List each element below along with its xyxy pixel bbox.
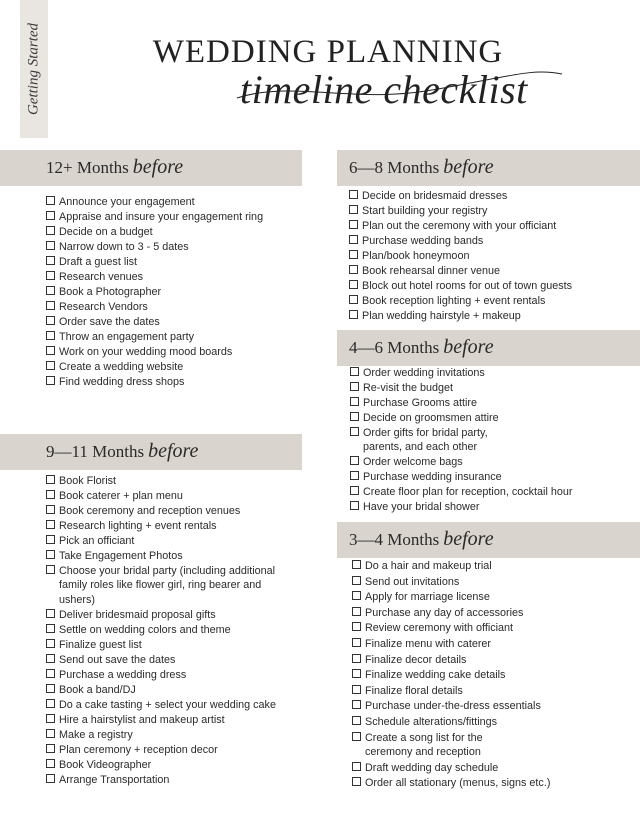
checklist-item-label: Schedule alterations/fittings	[365, 715, 498, 728]
checkbox[interactable]	[352, 777, 361, 786]
checklist-item-label: Narrow down to 3 - 5 dates	[59, 241, 189, 253]
checklist-item	[349, 470, 639, 484]
checklist-item-label: Apply for marriage license	[365, 591, 490, 604]
checklist-item-label: Plan out the ceremony with your officiant	[362, 220, 557, 232]
checklist-item	[45, 300, 315, 314]
checklist-item	[348, 264, 638, 278]
checkbox[interactable]	[46, 346, 55, 355]
checkbox[interactable]	[46, 714, 55, 723]
checkbox[interactable]	[46, 774, 55, 783]
checkbox[interactable]	[46, 729, 55, 738]
side-tab	[20, 0, 48, 138]
checklist-item	[45, 623, 315, 637]
checklist-item	[348, 204, 638, 218]
checklist-item-label: Arrange Transportation	[59, 773, 170, 786]
checklist-item	[45, 225, 315, 239]
checklist-item-label: Appraise and insure your engagement ring	[59, 211, 264, 223]
checklist-item-label: Send out save the dates	[59, 653, 176, 666]
checklist-item-label: Purchase wedding bands	[362, 235, 484, 247]
checklist-item	[351, 776, 639, 790]
checkbox[interactable]	[352, 622, 361, 631]
checkbox[interactable]	[352, 716, 361, 725]
checklist-item-label: Take Engagement Photos	[59, 550, 183, 562]
checklist-item-label: Research Vendors	[59, 301, 148, 313]
checklist-item	[348, 279, 638, 293]
checklist-item-label: Create a wedding website	[59, 361, 184, 373]
checklist-item	[45, 489, 315, 503]
checklist-item-label: Decide on bridesmaid dresses	[362, 190, 508, 202]
checklist-item	[45, 504, 315, 518]
checkbox[interactable]	[46, 316, 55, 325]
checklist-item-label: Settle on wedding colors and theme	[59, 623, 231, 636]
checklist-item	[349, 411, 639, 425]
checklist-item	[45, 210, 315, 224]
checklist-item-label: Work on your wedding mood boards	[59, 346, 233, 358]
checklist-item	[45, 608, 315, 622]
checkbox[interactable]	[46, 361, 55, 370]
checklist-item-label: Order welcome bags	[363, 456, 463, 469]
checklist-item	[349, 396, 639, 410]
checklist-item	[351, 621, 639, 635]
checkbox[interactable]	[352, 685, 361, 694]
checkbox[interactable]	[350, 501, 359, 510]
checklist-item	[351, 606, 639, 620]
section-header-9-11-months	[0, 434, 302, 470]
checkbox[interactable]	[349, 205, 358, 214]
checklist-item	[45, 713, 315, 727]
checklist-item-label: Pick an officiant	[59, 535, 135, 547]
checklist-item-label: Finalize wedding cake details	[365, 669, 506, 682]
checklist-item-label: Order save the dates	[59, 316, 160, 328]
checkbox[interactable]	[46, 376, 55, 385]
checkbox[interactable]	[352, 576, 361, 585]
checklist-item-label: Find wedding dress shops	[59, 376, 185, 388]
checklist-3-4-months	[351, 559, 639, 792]
checkbox[interactable]	[46, 475, 55, 484]
checklist-item	[348, 249, 638, 263]
checkbox[interactable]	[46, 609, 55, 618]
checklist-item	[348, 189, 638, 203]
checkbox[interactable]	[352, 732, 361, 741]
checkbox[interactable]	[352, 654, 361, 663]
checkbox[interactable]	[350, 471, 359, 480]
checkbox[interactable]	[349, 310, 358, 319]
checkbox[interactable]	[352, 762, 361, 771]
checklist-item	[45, 519, 315, 533]
checklist-item	[351, 637, 639, 651]
checkbox[interactable]	[349, 295, 358, 304]
side-tab-label: Getting Started	[25, 22, 42, 116]
checkbox[interactable]	[46, 331, 55, 340]
checkbox[interactable]	[352, 591, 361, 600]
checklist-item-label: Order all stationary (menus, signs etc.)	[365, 777, 551, 790]
checklist-item	[351, 731, 639, 760]
checklist-item	[45, 698, 315, 712]
checklist-item-label: Book caterer + plan menu	[59, 490, 183, 502]
checkbox[interactable]	[352, 560, 361, 569]
checkbox[interactable]	[46, 490, 55, 499]
checkbox[interactable]	[349, 235, 358, 244]
checklist-item-label: Finalize guest list	[59, 638, 142, 651]
checklist-4-6-months	[349, 366, 639, 515]
checklist-item	[348, 309, 638, 323]
section-title: 4—6 Months	[349, 338, 440, 357]
checkbox[interactable]	[46, 256, 55, 265]
checkbox[interactable]	[46, 759, 55, 768]
checklist-item	[45, 195, 315, 209]
checklist-item-label: Draft wedding day schedule	[365, 761, 499, 774]
checklist-item-label: Make a registry	[59, 728, 133, 741]
section-header-3-4-months	[337, 522, 640, 558]
checklist-item	[349, 381, 639, 395]
section-script: before	[443, 528, 494, 550]
checklist-item	[351, 715, 639, 729]
checklist-item	[351, 684, 639, 698]
checklist-item	[45, 285, 315, 299]
checklist-item-label: Throw an engagement party	[59, 331, 195, 343]
checklist-item-label: Deliver bridesmaid proposal gifts	[59, 608, 216, 621]
checklist-item-label: Do a hair and makeup trial	[365, 560, 492, 572]
checklist-item-label: Book ceremony and reception venues	[59, 505, 241, 517]
checklist-item	[349, 455, 639, 469]
checkbox[interactable]	[349, 190, 358, 199]
checklist-item-label: Finalize menu with caterer	[365, 637, 492, 650]
checklist-item-label: Send out invitations	[365, 575, 460, 588]
checklist-item	[45, 534, 315, 548]
section-script: before	[443, 156, 494, 178]
checklist-item-label: Announce your engagement	[59, 196, 195, 208]
checkbox[interactable]	[46, 286, 55, 295]
checklist-item-label: Book Videographer	[59, 758, 152, 771]
checklist-item-label: Purchase wedding insurance	[363, 471, 502, 484]
checklist-item	[349, 500, 639, 514]
section-script: before	[148, 440, 199, 462]
checkbox[interactable]	[46, 684, 55, 693]
checkbox[interactable]	[349, 280, 358, 289]
checklist-item-label: Do a cake tasting + select your wedding cake	[59, 698, 276, 711]
checkbox[interactable]	[46, 550, 55, 559]
checklist-item-label: Purchase any day of accessories	[365, 606, 524, 619]
checkbox[interactable]	[46, 565, 55, 574]
checkbox[interactable]	[46, 505, 55, 514]
checklist-item	[45, 728, 315, 742]
checklist-item-label: Choose your bridal party (including additional family roles like flower girl, ring bearer and ushers)	[59, 565, 276, 606]
checklist-item-label: Plan ceremony + reception decor	[59, 743, 218, 756]
checklist-item-label: Review ceremony with officiant	[365, 622, 514, 635]
checklist-item-label: Book reception lighting + event rentals	[362, 295, 546, 307]
section-header-4-6-months	[337, 330, 640, 366]
checkbox[interactable]	[46, 301, 55, 310]
checklist-item-label: Re-visit the budget	[363, 382, 454, 394]
checklist-item-label: Order wedding invitations	[363, 367, 485, 379]
checklist-item	[45, 549, 315, 563]
checkbox[interactable]	[46, 196, 55, 205]
checklist-item-label: Finalize decor details	[365, 653, 467, 666]
checklist-12-months	[45, 195, 315, 390]
checkbox[interactable]	[352, 669, 361, 678]
checklist-item-label: Plan/book honeymoon	[362, 250, 470, 262]
checklist-item-label: Purchase a wedding dress	[59, 668, 187, 681]
section-script: before	[443, 336, 494, 358]
checklist-item-label: Hire a hairstylist and makeup artist	[59, 713, 225, 726]
checklist-9-11-months	[45, 474, 315, 788]
checklist-item	[351, 653, 639, 667]
section-title: 12+ Months	[46, 158, 129, 177]
checkbox[interactable]	[349, 265, 358, 274]
checkbox[interactable]	[352, 607, 361, 616]
checklist-item	[45, 345, 315, 359]
checklist-item	[45, 360, 315, 374]
checklist-item	[348, 234, 638, 248]
checkbox[interactable]	[350, 412, 359, 421]
checklist-item-label: Start building your registry	[362, 205, 488, 217]
page-subtitle: timeline checklist	[240, 67, 528, 112]
checklist-item	[348, 219, 638, 233]
checkbox[interactable]	[46, 211, 55, 220]
checklist-item-label: Book Florist	[59, 475, 116, 487]
checklist-item-label: Finalize floral details	[365, 684, 463, 697]
checklist-item	[351, 559, 639, 573]
checkbox[interactable]	[46, 744, 55, 753]
checklist-item	[349, 485, 639, 499]
checklist-item	[45, 474, 315, 488]
checklist-item	[45, 375, 315, 389]
checkbox[interactable]	[46, 624, 55, 633]
checklist-item	[349, 426, 639, 455]
checklist-item-label: Decide on groomsmen attire	[363, 412, 499, 424]
section-title: 9—11 Months	[46, 442, 145, 461]
checkbox[interactable]	[350, 397, 359, 406]
checkbox[interactable]	[350, 367, 359, 376]
checklist-item	[45, 683, 315, 697]
checkbox[interactable]	[46, 699, 55, 708]
checklist-item-label: Book a Photographer	[59, 286, 162, 298]
checkbox[interactable]	[352, 638, 361, 647]
checkbox[interactable]	[46, 654, 55, 663]
checklist-item	[351, 668, 639, 682]
checklist-item-label: Plan wedding hairstyle + makeup	[362, 310, 521, 322]
checklist-item-label: Order gifts for bridal party, parents, and each other	[363, 427, 488, 454]
checklist-item	[45, 255, 315, 269]
checklist-item	[45, 773, 315, 787]
checklist-6-8-months	[348, 189, 638, 324]
checklist-item	[45, 564, 315, 607]
checklist-item-label: Research lighting + event rentals	[59, 520, 217, 532]
checklist-item-label: Have your bridal shower	[363, 501, 480, 514]
checklist-item-label: Research venues	[59, 271, 144, 283]
checklist-item-label: Create floor plan for reception, cocktail hour	[363, 486, 573, 499]
checklist-item-label: Purchase under-the-dress essentials	[365, 700, 541, 713]
checklist-item-label: Create a song list for the ceremony and reception	[365, 731, 483, 758]
checkbox[interactable]	[349, 250, 358, 259]
checklist-item	[45, 240, 315, 254]
checkbox[interactable]	[349, 220, 358, 229]
checkbox[interactable]	[46, 241, 55, 250]
checklist-item-label: Decide on a budget	[59, 226, 153, 238]
checklist-item-label: Draft a guest list	[59, 256, 138, 268]
checkbox[interactable]	[46, 639, 55, 648]
page-title: WEDDING PLANNING	[152, 34, 504, 70]
checkbox[interactable]	[46, 669, 55, 678]
checklist-item	[45, 653, 315, 667]
checkbox[interactable]	[46, 535, 55, 544]
checklist-item	[45, 743, 315, 757]
checkbox[interactable]	[350, 486, 359, 495]
checkbox[interactable]	[350, 427, 359, 436]
checkbox[interactable]	[350, 382, 359, 391]
checklist-item	[351, 575, 639, 589]
checklist-item	[351, 761, 639, 775]
checklist-item-label: Purchase Grooms attire	[363, 397, 478, 409]
section-header-12-months	[0, 150, 302, 186]
checklist-item-label: Book a band/DJ	[59, 683, 136, 696]
checklist-item	[45, 668, 315, 682]
checklist-item	[45, 315, 315, 329]
checklist-item	[45, 270, 315, 284]
section-title: 6—8 Months	[349, 158, 440, 177]
checkbox[interactable]	[46, 271, 55, 280]
checklist-item	[45, 330, 315, 344]
checklist-item-label: Book rehearsal dinner venue	[362, 265, 501, 277]
section-title: 3—4 Months	[349, 530, 440, 549]
checkbox[interactable]	[46, 520, 55, 529]
checklist-item	[45, 638, 315, 652]
checkbox[interactable]	[352, 700, 361, 709]
checklist-item	[348, 294, 638, 308]
checklist-item	[45, 758, 315, 772]
section-script: before	[132, 156, 184, 178]
checklist-item	[349, 366, 639, 380]
checklist-item	[351, 699, 639, 713]
checklist-item	[351, 590, 639, 604]
section-header-6-8-months	[337, 150, 640, 186]
checkbox[interactable]	[46, 226, 55, 235]
checklist-item-label: Block out hotel rooms for out of town guests	[362, 280, 573, 292]
checkbox[interactable]	[350, 456, 359, 465]
